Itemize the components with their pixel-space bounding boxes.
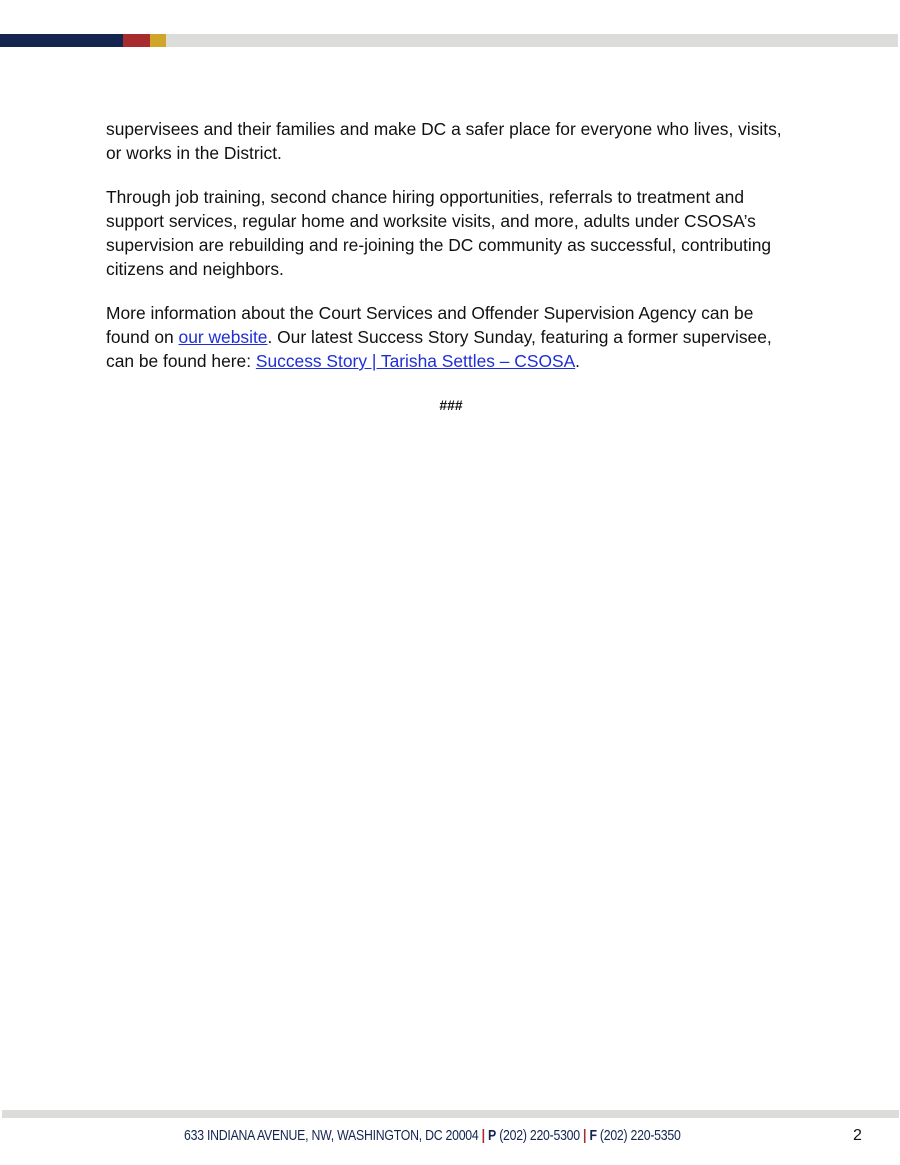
- header-bar-gray-segment: [166, 34, 898, 47]
- footer-phone-label: P: [488, 1127, 497, 1144]
- footer-fax: (202) 220-5350: [599, 1127, 681, 1144]
- our-website-link[interactable]: our website: [178, 327, 268, 347]
- footer-separator: |: [583, 1127, 587, 1144]
- paragraph-2: Through job training, second chance hiring opportunities, referrals to treatment and support services, regular home and worksite visits, and more, adults under CSOSA’s supervision are rebuilding and re-joining the DC community as successful, contributing citizens and neighbors.: [106, 187, 772, 279]
- header-bar-navy-segment: [0, 34, 123, 47]
- success-story-link[interactable]: Success Story | Tarisha Settles – CSOSA: [255, 351, 576, 371]
- footer-fax-label: F: [589, 1127, 597, 1144]
- header-color-bar: [0, 34, 898, 47]
- paragraph-3: [106, 301, 796, 373]
- footer-phone: (202) 220-5300: [499, 1127, 580, 1144]
- footer-address: 633 INDIANA AVENUE, NW, WASHINGTON, DC 20004: [184, 1127, 479, 1144]
- paragraph-3-text-b: . Our latest Success Story Sunday, featuring a former supervisee, can be found here:: [106, 327, 772, 371]
- document-body: [106, 117, 796, 417]
- paragraph-3-text-c: .: [575, 351, 581, 371]
- paragraph-1: supervisees and their families and make DC a safer place for everyone who lives, visits, or works in the District.: [106, 119, 782, 163]
- footer-contact-line: [184, 1127, 681, 1144]
- footer-divider-bar: [2, 1110, 899, 1118]
- footer-separator: |: [481, 1127, 485, 1144]
- end-of-release-marker: ###: [439, 397, 463, 413]
- header-bar-gold-segment: [150, 34, 166, 47]
- page-number: 2: [853, 1127, 862, 1144]
- paragraph-3-text-a: More information about the Court Services and Offender Supervision Agency can be found on: [106, 303, 754, 347]
- header-bar-red-segment: [123, 34, 150, 47]
